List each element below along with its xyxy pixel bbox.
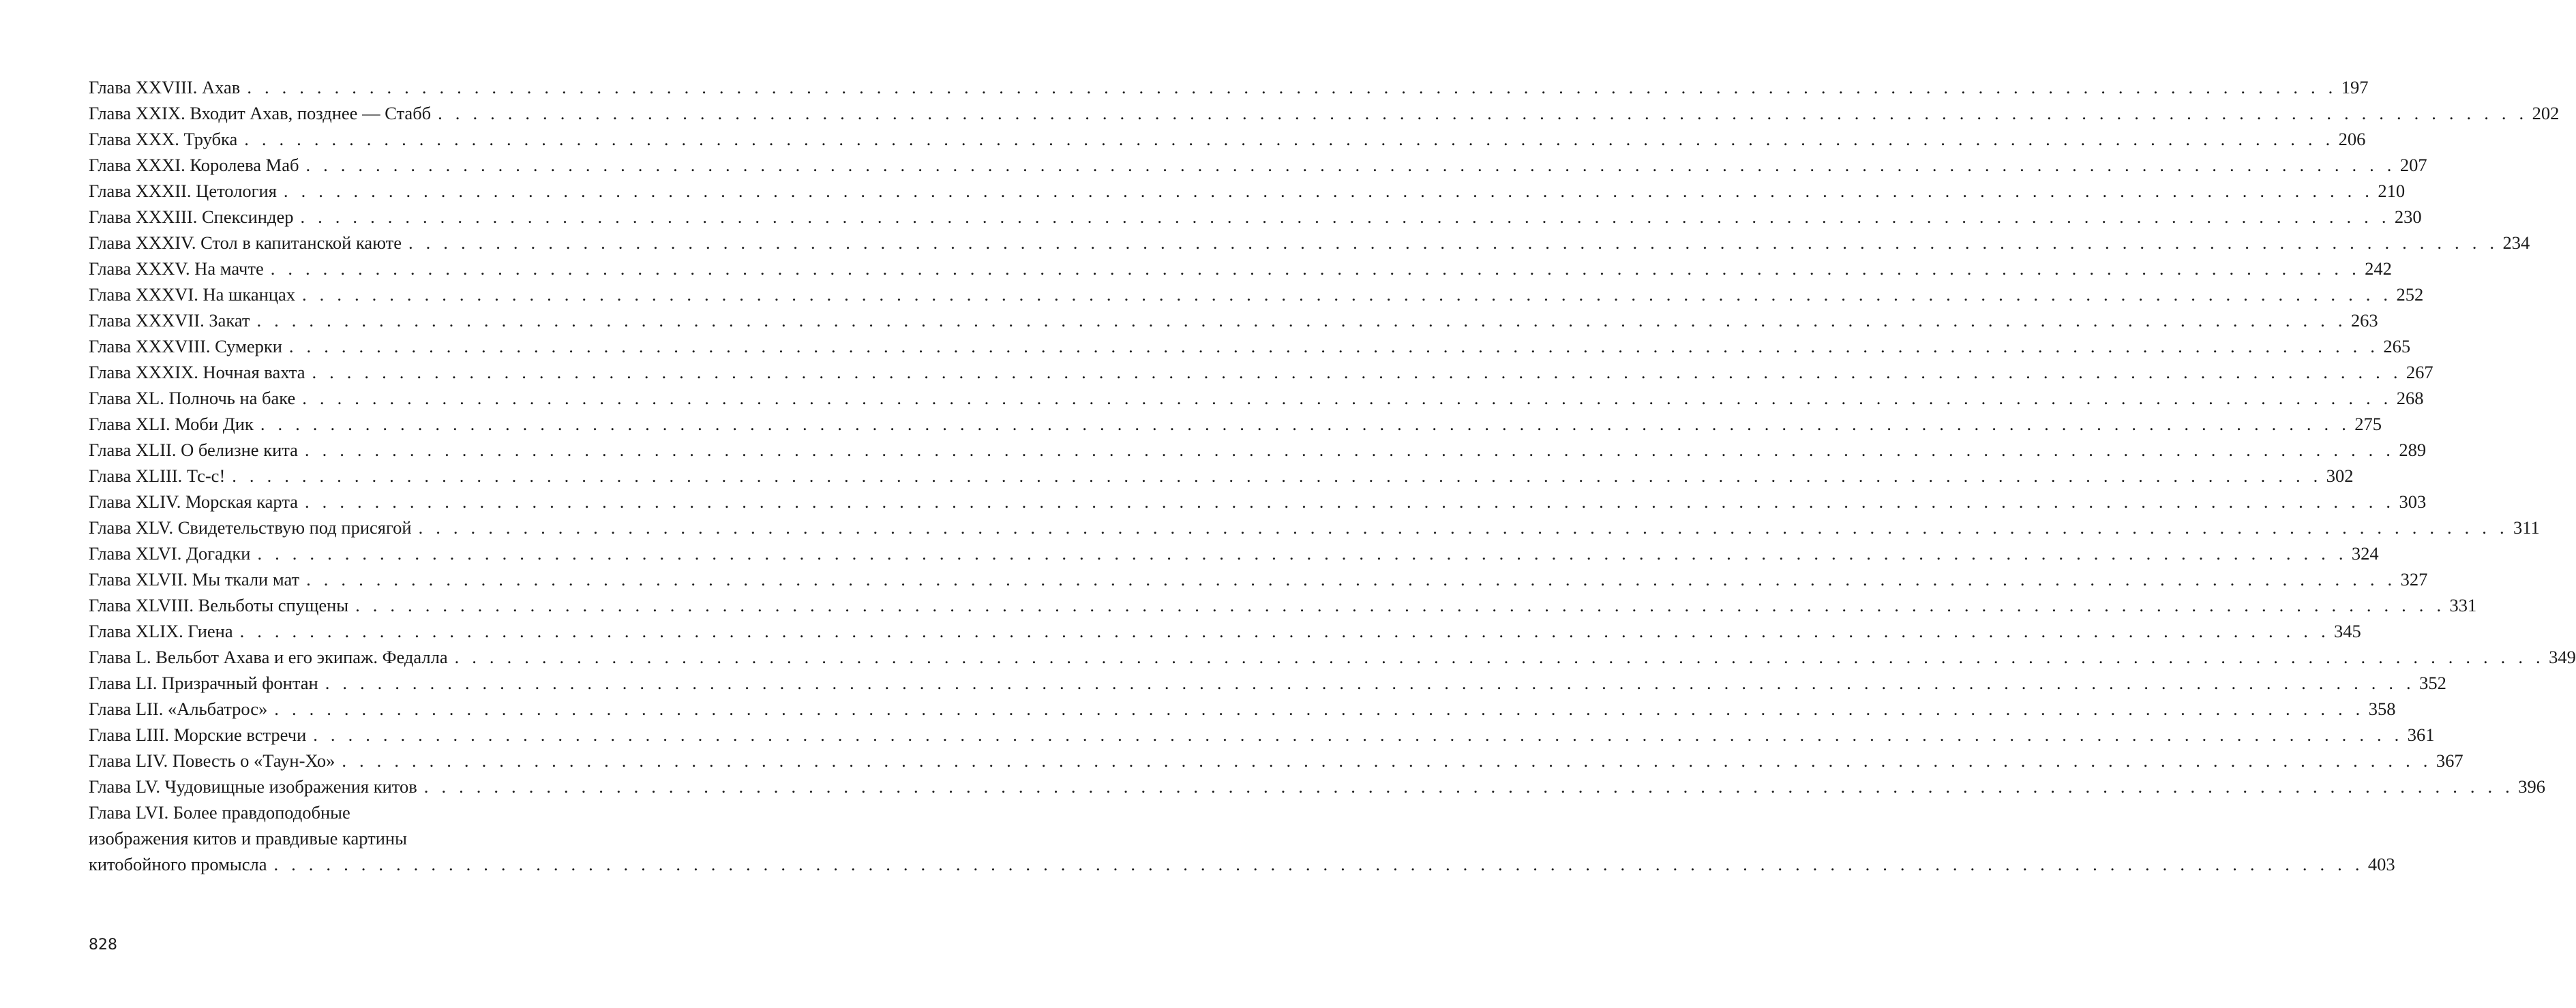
toc-entry-page: 361 <box>2407 724 2435 745</box>
toc-entry <box>89 411 2382 437</box>
dot-leader: . . . . . . . . . . . . . . . . . . . . . . . . . . . . . . . . . . . . . . . . . . . . . . . . . . . . . . . . . . . . . . . . . . . . . . . . . . . . . . . . . . . . . . . . . . . . . . . . . . . . . . . . . . . . . . . . . . . . . . . . <box>305 491 2395 512</box>
dot-leader: . . . . . . . . . . . . . . . . . . . . . . . . . . . . . . . . . . . . . . . . . . . . . . . . . . . . . . . . . . . . . . . . . . . . . . . . . . . . . . . . . . . . . . . . . . . . . . . . . . . . . . . . . . . . . . . . . . . . . . . . <box>256 310 2347 331</box>
toc-entry-page: 242 <box>2365 258 2392 279</box>
toc-entry-title: Глава XXX. Трубка <box>89 129 238 149</box>
dot-leader: . . . . . . . . . . . . . . . . . . . . . . . . . . . . . . . . . . . . . . . . . . . . . . . . . . . . . . . . . . . . . . . . . . . . . . . . . . . . . . . . . . . . . . . . . . . . . . . . . . . . . . . . . . . . . . . . . . . . . . . . <box>302 388 2393 408</box>
toc-entry-title: Глава XXXII. Цетология <box>89 181 277 201</box>
toc-entry <box>89 489 2427 515</box>
toc-entry <box>89 774 2545 799</box>
toc-entry <box>89 74 2369 100</box>
toc-entry <box>89 463 2354 489</box>
toc-entry-page: 263 <box>2350 310 2378 331</box>
toc-entry-page: 210 <box>2378 181 2406 201</box>
toc-entry <box>89 540 2379 566</box>
dot-leader: . . . . . . . . . . . . . . . . . . . . . . . . . . . . . . . . . . . . . . . . . . . . . . . . . . . . . . . . . . . . . . . . . . . . . . . . . . . . . . . . . . . . . . . . . . . . . . . . . . . . . . . . . . . . . . . . . . . . . . . . <box>454 647 2545 667</box>
dot-leader: . . . . . . . . . . . . . . . . . . . . . . . . . . . . . . . . . . . . . . . . . . . . . . . . . . . . . . . . . . . . . . . . . . . . . . . . . . . . . . . . . . . . . . . . . . . . . . . . . . . . . . . . . . . . . . . . . . . . . . . . <box>305 155 2396 175</box>
table-of-contents <box>89 74 2576 877</box>
toc-entry-page: 267 <box>2406 362 2433 382</box>
toc-entry-page: 206 <box>2338 129 2366 149</box>
toc-entry-page: 327 <box>2400 569 2428 590</box>
toc-entry-page: 311 <box>2513 517 2540 538</box>
toc-entry-title: Глава XXXIV. Стол в капитанской каюте <box>89 232 402 253</box>
toc-entry <box>89 670 2446 696</box>
toc-entry <box>89 618 2361 644</box>
dot-leader: . . . . . . . . . . . . . . . . . . . . . . . . . . . . . . . . . . . . . . . . . . . . . . . . . . . . . . . . . . . . . . . . . . . . . . . . . . . . . . . . . . . . . . . . . . . . . . . . . . . . . . . . . . . . . . . . . . . . . . . . <box>273 854 2364 874</box>
toc-entry-page: 289 <box>2399 440 2427 460</box>
toc-entry-title: Глава XXXVI. На шканцах <box>89 284 296 305</box>
toc-entry-title: Глава LIII. Морские встречи <box>89 724 307 745</box>
toc-entry-page: 202 <box>2532 103 2560 123</box>
dot-leader: . . . . . . . . . . . . . . . . . . . . . . . . . . . . . . . . . . . . . . . . . . . . . . . . . . . . . . . . . . . . . . . . . . . . . . . . . . . . . . . . . . . . . . . . . . . . . . . . . . . . . . . . . . . . . . . . . . . . . . . . <box>247 77 2337 97</box>
dot-leader: . . . . . . . . . . . . . . . . . . . . . . . . . . . . . . . . . . . . . . . . . . . . . . . . . . . . . . . . . . . . . . . . . . . . . . . . . . . . . . . . . . . . . . . . . . . . . . . . . . . . . . . . . . . . . . . . . . . . . . . . <box>325 673 2415 693</box>
dot-leader: . . . . . . . . . . . . . . . . . . . . . . . . . . . . . . . . . . . . . . . . . . . . . . . . . . . . . . . . . . . . . . . . . . . . . . . . . . . . . . . . . . . . . . . . . . . . . . . . . . . . . . . . . . . . . . . . . . . . . . . . <box>342 750 2432 771</box>
dot-leader: . . . . . . . . . . . . . . . . . . . . . . . . . . . . . . . . . . . . . . . . . . . . . . . . . . . . . . . . . . . . . . . . . . . . . . . . . . . . . . . . . . . . . . . . . . . . . . . . . . . . . . . . . . . . . . . . . . . . . . . . <box>274 699 2365 719</box>
toc-entry-title: Глава XLVI. Догадки <box>89 543 251 564</box>
toc-entry-title: Глава XXXI. Королева Маб <box>89 155 299 175</box>
toc-entry-title: Глава LII. «Альбатрос» <box>89 699 268 719</box>
toc-entry <box>89 178 2406 204</box>
toc-entry <box>89 644 2576 670</box>
dot-leader: . . . . . . . . . . . . . . . . . . . . . . . . . . . . . . . . . . . . . . . . . . . . . . . . . . . . . . . . . . . . . . . . . . . . . . . . . . . . . . . . . . . . . . . . . . . . . . . . . . . . . . . . . . . . . . . . . . . . . . . . <box>304 440 2395 460</box>
dot-leader: . . . . . . . . . . . . . . . . . . . . . . . . . . . . . . . . . . . . . . . . . . . . . . . . . . . . . . . . . . . . . . . . . . . . . . . . . . . . . . . . . . . . . . . . . . . . . . . . . . . . . . . . . . . . . . . . . . . . . . . . <box>300 207 2391 227</box>
toc-entry <box>89 100 2560 126</box>
dot-leader: . . . . . . . . . . . . . . . . . . . . . . . . . . . . . . . . . . . . . . . . . . . . . . . . . . . . . . . . . . . . . . . . . . . . . . . . . . . . . . . . . . . . . . . . . . . . . . . . . . . . . . . . . . . . . . . . . . . . . . . . <box>302 284 2393 305</box>
toc-entry-title: Глава XXXIX. Ночная вахта <box>89 362 305 382</box>
toc-entry-page: 345 <box>2334 621 2361 641</box>
toc-entry-title: Глава LV. Чудовищные изображения китов <box>89 776 417 797</box>
toc-entry <box>89 256 2392 281</box>
toc-entry-title: Глава LIV. Повесть о «Таун-Хо» <box>89 750 335 771</box>
toc-entry-multiline <box>89 799 2395 877</box>
dot-leader: . . . . . . . . . . . . . . . . . . . . . . . . . . . . . . . . . . . . . . . . . . . . . . . . . . . . . . . . . . . . . . . . . . . . . . . . . . . . . . . . . . . . . . . . . . . . . . . . . . . . . . . . . . . . . . . . . . . . . . . . <box>312 362 2402 382</box>
toc-entry-title: Глава XLIII. Тс-с! <box>89 465 226 486</box>
dot-leader: . . . . . . . . . . . . . . . . . . . . . . . . . . . . . . . . . . . . . . . . . . . . . . . . . . . . . . . . . . . . . . . . . . . . . . . . . . . . . . . . . . . . . . . . . . . . . . . . . . . . . . . . . . . . . . . . . . . . . . . . <box>288 336 2380 356</box>
toc-entry <box>89 437 2427 463</box>
toc-entry <box>89 281 2424 307</box>
toc-entry <box>89 204 2422 230</box>
toc-entry <box>89 722 2435 748</box>
toc-entry-title: Глава LI. Призрачный фонтан <box>89 673 318 693</box>
toc-entry-page: 303 <box>2399 491 2427 512</box>
toc-entry-page: 352 <box>2419 673 2446 693</box>
toc-entry-page: 230 <box>2394 207 2422 227</box>
toc-entry-title: Глава XLIV. Морская карта <box>89 491 299 512</box>
dot-leader: . . . . . . . . . . . . . . . . . . . . . . . . . . . . . . . . . . . . . . . . . . . . . . . . . . . . . . . . . . . . . . . . . . . . . . . . . . . . . . . . . . . . . . . . . . . . . . . . . . . . . . . . . . . . . . . . . . . . . . . . <box>313 724 2403 745</box>
toc-entry <box>89 385 2424 411</box>
toc-entry-title: Глава XL. Полночь на баке <box>89 388 296 408</box>
toc-entry-page: 207 <box>2399 155 2427 175</box>
toc-entry-title: Глава XLVIII. Вельботы спущены <box>89 595 349 615</box>
toc-entry-title: Глава XLII. О белизне кита <box>89 440 298 460</box>
toc-entry-title: Глава XXXVIII. Сумерки <box>89 336 282 356</box>
toc-entry-title: Глава XXXV. На мачте <box>89 258 264 279</box>
toc-entry-page: 403 <box>2367 854 2395 874</box>
toc-entry-title: Глава XLVII. Мы ткали мат <box>89 569 300 590</box>
toc-entry-title: Глава XXXVII. Закат <box>89 310 250 331</box>
toc-entry-title: Глава XLIX. Гиена <box>89 621 233 641</box>
toc-entry-title: Глава L. Вельбот Ахава и его экипаж. Федалла <box>89 647 448 667</box>
toc-entry <box>89 696 2396 722</box>
dot-leader: . . . . . . . . . . . . . . . . . . . . . . . . . . . . . . . . . . . . . . . . . . . . . . . . . . . . . . . . . . . . . . . . . . . . . . . . . . . . . . . . . . . . . . . . . . . . . . . . . . . . . . . . . . . . . . . . . . . . . . . . <box>260 414 2351 434</box>
toc-entry-title-line: китобойного промысла <box>89 854 267 874</box>
dot-leader: . . . . . . . . . . . . . . . . . . . . . . . . . . . . . . . . . . . . . . . . . . . . . . . . . . . . . . . . . . . . . . . . . . . . . . . . . . . . . . . . . . . . . . . . . . . . . . . . . . . . . . . . . . . . . . . . . . . . . . . . <box>423 776 2514 797</box>
toc-entry <box>89 566 2428 592</box>
toc-entry <box>89 230 2530 256</box>
toc-entry-title-line: Глава LVI. Более правдоподобные <box>89 802 350 823</box>
toc-entry <box>89 126 2366 152</box>
toc-entry-page: 358 <box>2368 699 2396 719</box>
toc-entry-final-line <box>89 851 2395 877</box>
toc-entry-title: Глава XXIX. Входит Ахав, позднее — Стабб <box>89 103 432 123</box>
toc-entry-page: 302 <box>2326 465 2354 486</box>
toc-entry <box>89 333 2411 359</box>
toc-entry-page: 367 <box>2436 750 2463 771</box>
toc-entry-page: 265 <box>2383 336 2411 356</box>
dot-leader: . . . . . . . . . . . . . . . . . . . . . . . . . . . . . . . . . . . . . . . . . . . . . . . . . . . . . . . . . . . . . . . . . . . . . . . . . . . . . . . . . . . . . . . . . . . . . . . . . . . . . . . . . . . . . . . . . . . . . . . . <box>306 569 2397 590</box>
toc-entry-page: 396 <box>2518 776 2545 797</box>
dot-leader: . . . . . . . . . . . . . . . . . . . . . . . . . . . . . . . . . . . . . . . . . . . . . . . . . . . . . . . . . . . . . . . . . . . . . . . . . . . . . . . . . . . . . . . . . . . . . . . . . . . . . . . . . . . . . . . . . . . . . . . . <box>355 595 2446 615</box>
toc-entry-title-line: изображения китов и правдивые картины <box>89 828 407 849</box>
toc-entry-page: 197 <box>2341 77 2369 97</box>
toc-entry-title: Глава XXXIII. Спексиндер <box>89 207 294 227</box>
dot-leader: . . . . . . . . . . . . . . . . . . . . . . . . . . . . . . . . . . . . . . . . . . . . . . . . . . . . . . . . . . . . . . . . . . . . . . . . . . . . . . . . . . . . . . . . . . . . . . . . . . . . . . . . . . . . . . . . . . . . . . . . <box>438 103 2528 123</box>
dot-leader: . . . . . . . . . . . . . . . . . . . . . . . . . . . . . . . . . . . . . . . . . . . . . . . . . . . . . . . . . . . . . . . . . . . . . . . . . . . . . . . . . . . . . . . . . . . . . . . . . . . . . . . . . . . . . . . . . . . . . . . . <box>283 181 2374 201</box>
toc-entry-page: 324 <box>2351 543 2379 564</box>
dot-leader: . . . . . . . . . . . . . . . . . . . . . . . . . . . . . . . . . . . . . . . . . . . . . . . . . . . . . . . . . . . . . . . . . . . . . . . . . . . . . . . . . . . . . . . . . . . . . . . . . . . . . . . . . . . . . . . . . . . . . . . . <box>244 129 2335 149</box>
toc-entry-title: Глава XLI. Моби Дик <box>89 414 254 434</box>
toc-entry-title: Глава XLV. Свидетельствую под присягой <box>89 517 412 538</box>
toc-entry <box>89 748 2463 774</box>
toc-entry <box>89 307 2378 333</box>
toc-entry-title: Глава XXVIII. Ахав <box>89 77 241 97</box>
toc-entry-page: 331 <box>2449 595 2477 615</box>
toc-entry <box>89 592 2477 618</box>
dot-leader: . . . . . . . . . . . . . . . . . . . . . . . . . . . . . . . . . . . . . . . . . . . . . . . . . . . . . . . . . . . . . . . . . . . . . . . . . . . . . . . . . . . . . . . . . . . . . . . . . . . . . . . . . . . . . . . . . . . . . . . . <box>257 543 2348 564</box>
dot-leader: . . . . . . . . . . . . . . . . . . . . . . . . . . . . . . . . . . . . . . . . . . . . . . . . . . . . . . . . . . . . . . . . . . . . . . . . . . . . . . . . . . . . . . . . . . . . . . . . . . . . . . . . . . . . . . . . . . . . . . . . <box>418 517 2508 538</box>
dot-leader: . . . . . . . . . . . . . . . . . . . . . . . . . . . . . . . . . . . . . . . . . . . . . . . . . . . . . . . . . . . . . . . . . . . . . . . . . . . . . . . . . . . . . . . . . . . . . . . . . . . . . . . . . . . . . . . . . . . . . . . . <box>408 232 2499 253</box>
dot-leader: . . . . . . . . . . . . . . . . . . . . . . . . . . . . . . . . . . . . . . . . . . . . . . . . . . . . . . . . . . . . . . . . . . . . . . . . . . . . . . . . . . . . . . . . . . . . . . . . . . . . . . . . . . . . . . . . . . . . . . . . <box>270 258 2361 279</box>
toc-entry-page: 268 <box>2396 388 2424 408</box>
toc-entry <box>89 359 2433 385</box>
toc-entry-page: 252 <box>2396 284 2424 305</box>
toc-entry-page: 234 <box>2502 232 2530 253</box>
dot-leader: . . . . . . . . . . . . . . . . . . . . . . . . . . . . . . . . . . . . . . . . . . . . . . . . . . . . . . . . . . . . . . . . . . . . . . . . . . . . . . . . . . . . . . . . . . . . . . . . . . . . . . . . . . . . . . . . . . . . . . . . <box>232 465 2322 486</box>
toc-entry <box>89 515 2540 540</box>
page-number: 828 <box>89 936 117 953</box>
toc-entry-page: 349 <box>2549 647 2576 667</box>
dot-leader: . . . . . . . . . . . . . . . . . . . . . . . . . . . . . . . . . . . . . . . . . . . . . . . . . . . . . . . . . . . . . . . . . . . . . . . . . . . . . . . . . . . . . . . . . . . . . . . . . . . . . . . . . . . . . . . . . . . . . . . . <box>239 621 2330 641</box>
toc-entry <box>89 152 2427 178</box>
toc-entry-page: 275 <box>2354 414 2382 434</box>
